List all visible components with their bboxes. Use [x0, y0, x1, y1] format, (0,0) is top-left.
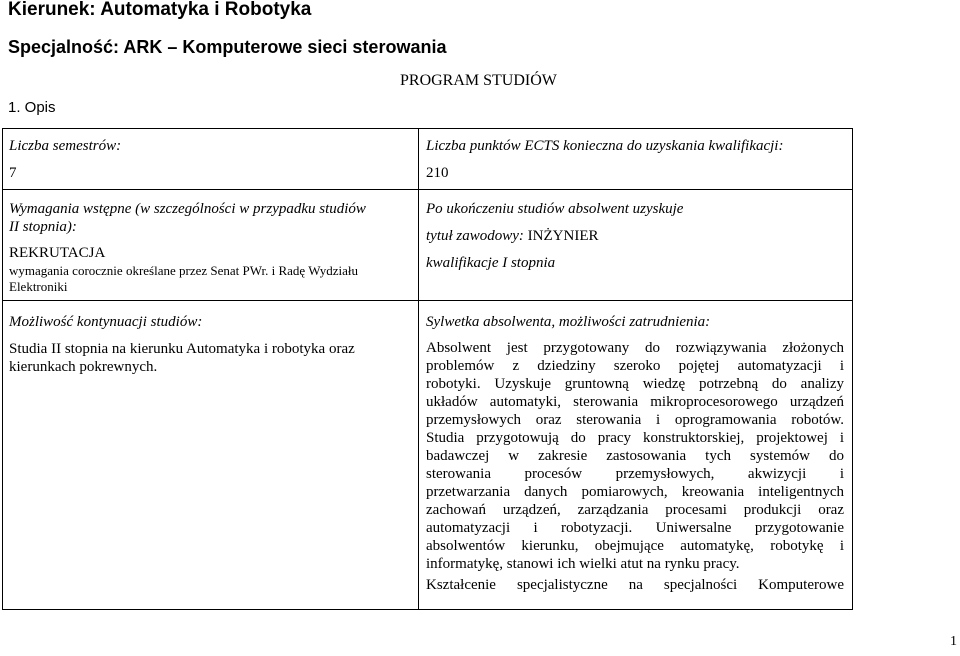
- sylwetka-line: Studia przygotowują do pracy konstruktorskiej, projektowej i: [426, 430, 844, 446]
- kwalifikacje: kwalifikacje I stopnia: [426, 255, 556, 271]
- rekrutacja-desc-cont: Elektroniki: [9, 279, 68, 294]
- sylwetka-line: automatyzacji i robotyzacji. Uniwersalne przygotowanie: [426, 520, 844, 536]
- section-heading: 1. Opis: [8, 99, 56, 116]
- tytul-prefix: tytuł zawodowy:: [426, 228, 528, 244]
- tytul-line: [426, 227, 599, 245]
- tytul-value: INŻYNIER: [527, 228, 599, 244]
- sylwetka-line: przetwarzania danych pomiarowych, kreowania inteligentnych: [426, 484, 844, 500]
- rekrutacja-label: REKRUTACJA: [9, 245, 106, 261]
- kierunek-heading: Kierunek: Automatyka i Robotyka: [8, 0, 312, 20]
- ects-label: Liczba punktów ECTS konieczna do uzyskania kwalifikacji:: [426, 138, 784, 154]
- sylwetka-line: Absolwent jest przygotowany do rozwiązywania złożonych: [426, 340, 844, 356]
- sylwetka-line: układów automatyki, sterowania mikroprocesorowego urządzeń: [426, 394, 844, 410]
- sylwetka-line: informatykę, stanowi ich wielki atut na rynku pracy.: [426, 556, 740, 572]
- sylwetka-line: absolwentów kierunku, obejmujące automatykę, robotykę i: [426, 538, 844, 554]
- kontynuacja-text: Studia II stopnia na kierunku Automatyka i robotyka oraz: [9, 341, 355, 357]
- sylwetka-line: sterowania procesów przemysłowych, akwizycji i: [426, 466, 844, 482]
- specjalnosc-heading: Specjalność: ARK – Komputerowe sieci sterowania: [8, 37, 447, 57]
- semestry-label: Liczba semestrów:: [9, 138, 122, 154]
- ksztalcenie-line: Kształcenie specjalistyczne na specjalności Komputerowe: [426, 577, 844, 593]
- rekrutacja-desc: wymagania corocznie określane przez Senat PWr. i Radę Wydziału: [9, 263, 358, 278]
- kontynuacja-text-cont: kierunkach pokrewnych.: [9, 359, 158, 375]
- sylwetka-line: robotyki. Uzyskuje gruntowną wiedzę potrzebną do analizy: [426, 376, 844, 392]
- wymagania-label: Wymagania wstępne (w szczególności w przypadku studiów: [9, 201, 366, 217]
- page-number: 1: [950, 634, 957, 649]
- sylwetka-line: badawczej w zakresie zastosowania tych systemów do: [426, 448, 844, 464]
- program-heading: PROGRAM STUDIÓW: [400, 72, 557, 89]
- sylwetka-line: problemów z dziedziny szeroko pojętej automatyzacji i: [426, 358, 844, 374]
- ects-value: 210: [426, 165, 449, 181]
- sylwetka-label: Sylwetka absolwenta, możliwości zatrudnienia:: [426, 314, 711, 330]
- semestry-value: 7: [9, 165, 17, 181]
- kontynuacja-label: Możliwość kontynuacji studiów:: [9, 314, 203, 330]
- absolwent-label: Po ukończeniu studiów absolwent uzyskuje: [426, 201, 684, 217]
- sylwetka-text: [426, 339, 844, 594]
- sylwetka-line: przemysłowych oraz sterowania i oprogramowania robotów.: [426, 412, 844, 428]
- sylwetka-line: zachowań urządzeń, zarządzania procesami produkcji oraz: [426, 502, 844, 518]
- wymagania-label-cont: II stopnia):: [9, 219, 77, 235]
